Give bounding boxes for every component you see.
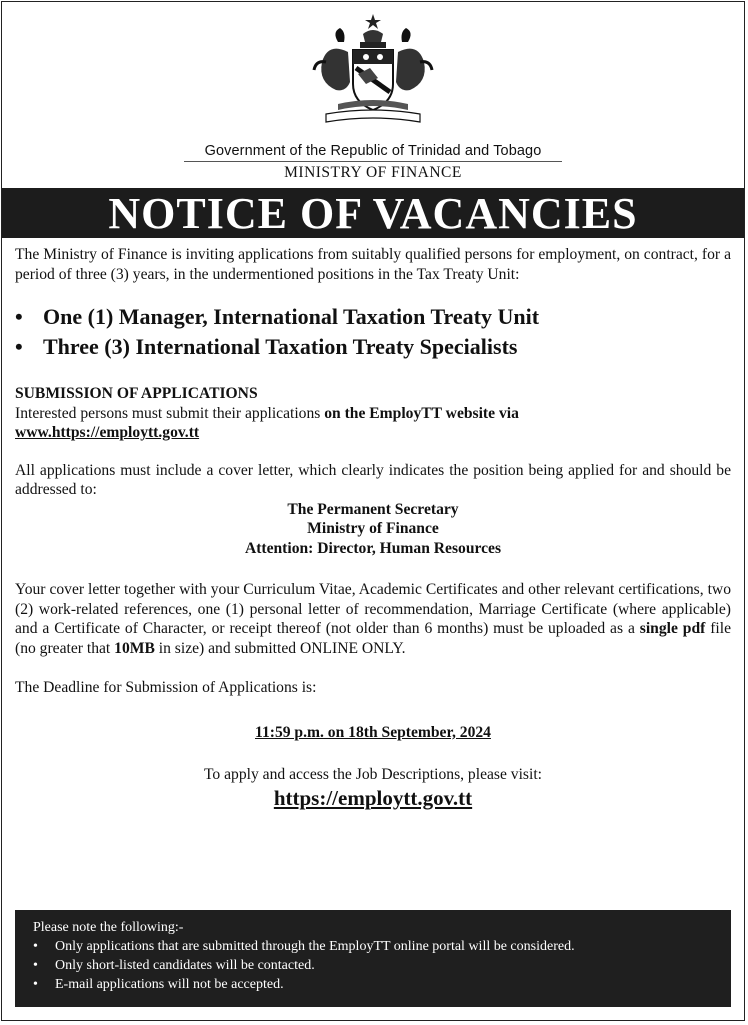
notice-body [2,245,744,808]
note-text: Only applications that are submitted through the EmployTT online portal will be considered. [55,939,575,954]
position-item [15,302,731,332]
positions-list [15,302,731,362]
submission-text-plain: Interested persons must submit their applications [15,404,325,422]
cover-letter-text: All applications must include a cover letter, which clearly indicates the position being applied for and should be addressed to: [15,461,731,498]
submission-heading: SUBMISSION OF APPLICATIONS [15,385,258,402]
employtt-link[interactable] [15,423,731,443]
bullet-icon: • [33,977,38,992]
intro-paragraph: The Ministry of Finance is inviting applications from suitably qualified persons for employment, on contract, for a period of three (3) years, in the undermentioned positions in the Tax Treaty Unit: [15,246,731,283]
vacancy-notice [1,1,745,1021]
requirements-bold: 10MB [114,639,155,657]
ministry-name: MINISTRY OF FINANCE [284,164,462,181]
requirements-text: file (no greater that [15,620,731,657]
notice-title: NOTICE OF VACANCIES [2,188,744,238]
submission-text-bold: on the EmployTT website via [324,404,519,422]
requirements-text: Your cover letter together with your Curriculum Vitae, Academic Certificates and other relevant certifications, two (2) work-related references, one (1) personal letter of recommendation, Marriage Certificate (where applicable) and a Certificate of Character, or receipt thereof (not older than 6 months) must be uploaded as a [15,581,731,637]
visit-text: To apply and access the Job Descriptions, please visit: [204,766,542,783]
notes-box [15,910,731,1007]
bullet-icon: • [33,958,38,973]
note-item [33,956,717,975]
employtt-link-text[interactable]: www.https://employtt.gov.tt [15,424,200,441]
requirements-text: in size) and submitted ONLINE ONLY. [154,639,406,657]
notes-heading: Please note the following:- [33,920,184,935]
deadline-label: The Deadline for Submission of Applications is: [15,679,317,696]
crest-area [2,2,744,130]
divider [184,161,562,162]
deadline-value: 11:59 p.m. on 18th September, 2024 [255,723,491,741]
note-item [33,937,717,956]
coat-of-arms-icon [308,12,438,130]
bullet-icon: • [15,304,23,329]
position-item [15,332,731,362]
visit-link[interactable]: https://employtt.gov.tt [273,785,473,810]
address-line: Ministry of Finance [307,520,439,537]
requirements-bold: single pdf [639,620,706,637]
bullet-icon: • [15,334,23,359]
submission-text [15,404,731,424]
note-text: E-mail applications will not be accepted. [55,977,284,992]
bullet-icon: • [33,939,38,954]
address-line: The Permanent Secretary [287,500,459,518]
address-line: Attention: Director, Human Resources [244,539,502,557]
position-title: Three (3) International Taxation Treaty Specialists [43,334,518,359]
note-text: Only short-listed candidates will be contacted. [55,958,315,973]
requirements-paragraph [15,580,731,658]
notes-list [33,937,717,994]
position-title: One (1) Manager, International Taxation Treaty Unit [43,304,540,329]
note-item [33,975,717,994]
government-name: Government of the Republic of Trinidad and Tobago [204,143,542,159]
